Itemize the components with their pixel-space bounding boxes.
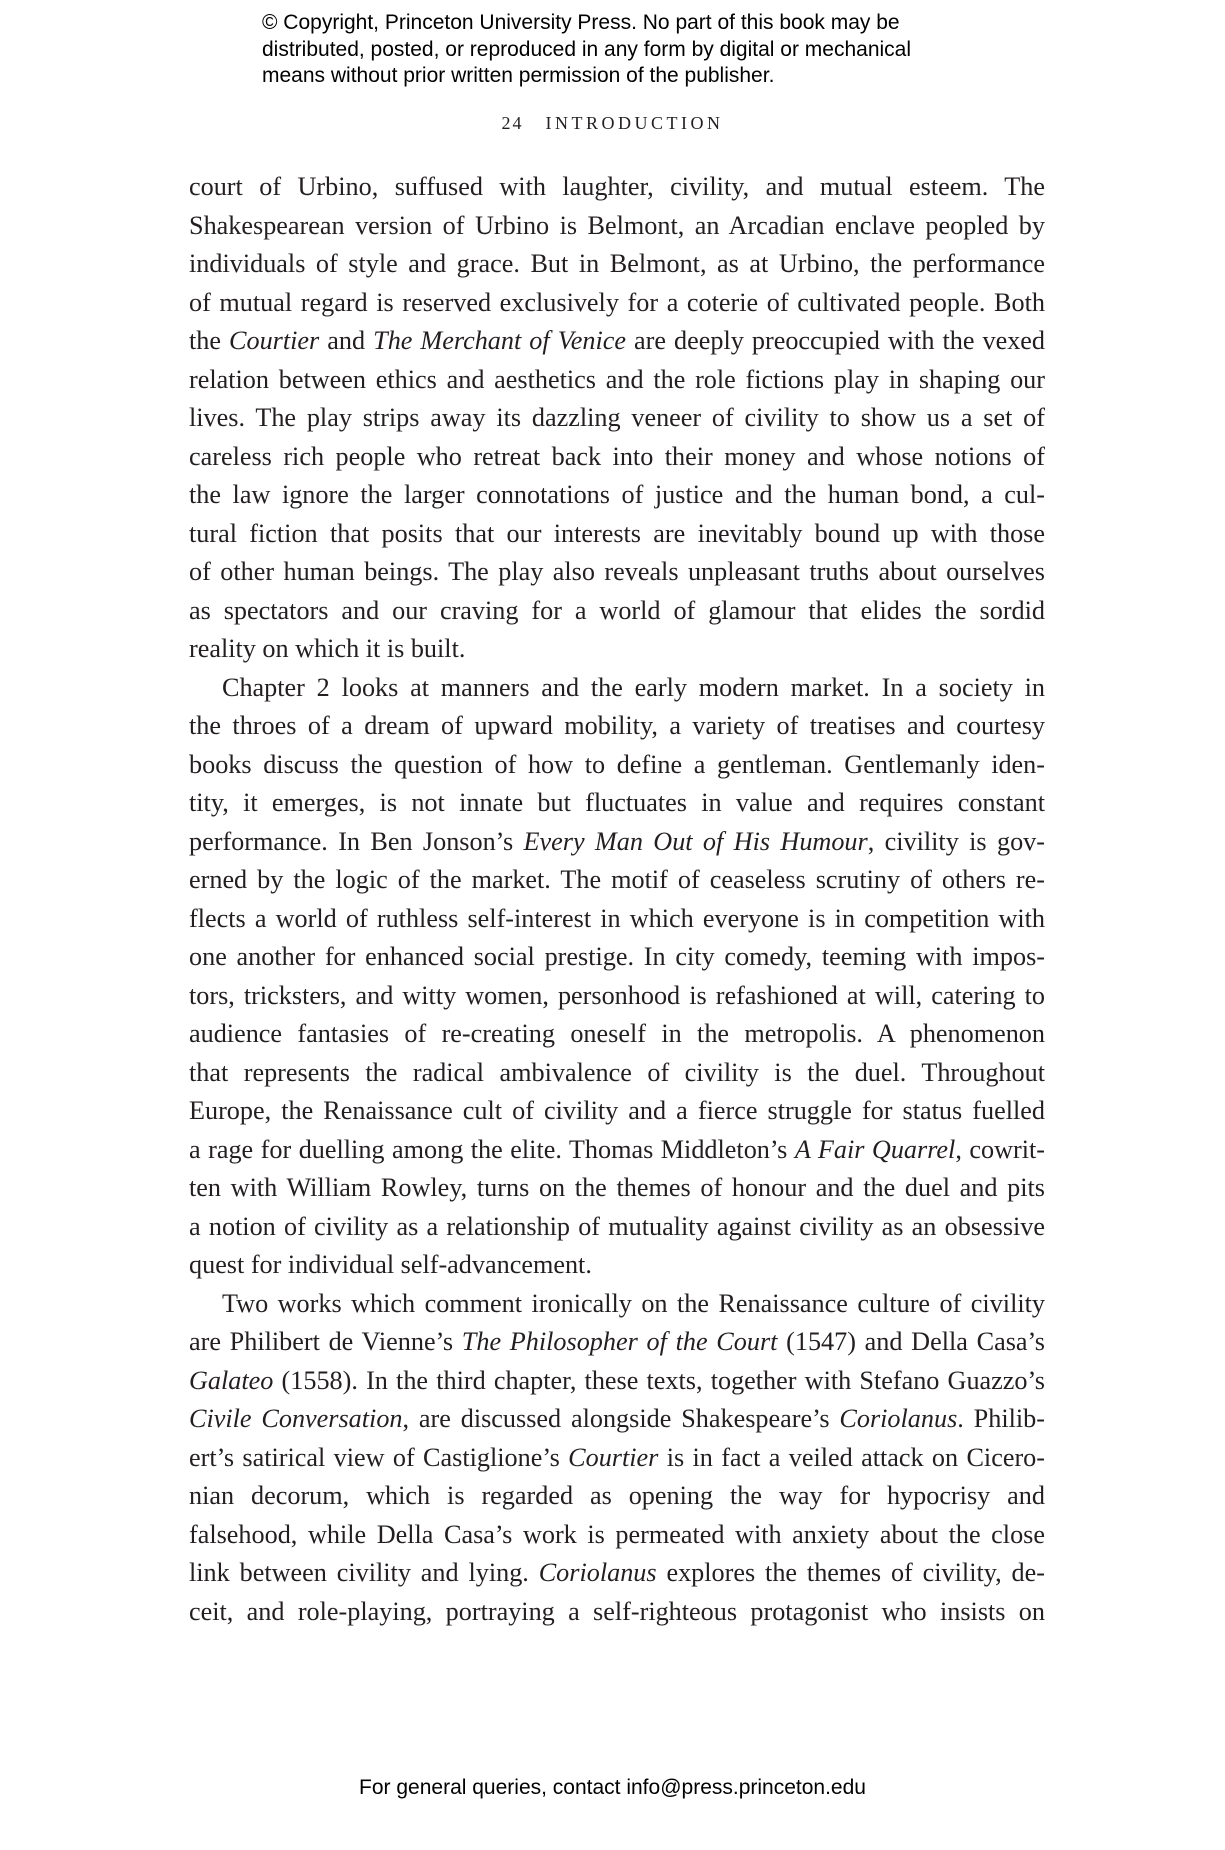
text-line: tity, it emerges, is not innate but fluctuates in value and requires constant — [189, 788, 1045, 817]
text-line — [189, 1554, 1045, 1593]
text-line: Europe, the Renaissance cult of civility and a fierce struggle for status fuelled — [189, 1096, 1045, 1125]
italic-title: The Merchant of Venice — [373, 326, 627, 355]
italic-title: Galateo — [189, 1365, 274, 1395]
text-run: are deeply preoccupied with the vexed — [626, 326, 1046, 355]
text-line: relation between ethics and aesthetics and the role fictions play in shaping our — [189, 364, 1045, 394]
text-run: the — [189, 326, 230, 355]
text-run: , civility is gov- — [867, 826, 1045, 856]
text-line: court of Urbino, suffused with laughter, civility, and mutual esteem. The — [189, 172, 1045, 201]
text-run: is in fact a veiled attack on Cicero- — [658, 1442, 1045, 1472]
text-line — [189, 1400, 1045, 1439]
text-line: nian decorum, which is regarded as opening the way for hypocrisy and — [189, 1481, 1045, 1510]
text-line — [189, 1362, 1045, 1401]
text-line: tors, tricksters, and witty women, personhood is refashioned at will, catering to — [189, 980, 1045, 1010]
paragraph-1 — [189, 168, 1045, 669]
text-line: flects a world of ruthless self-interest in which everyone is in competition with — [189, 903, 1045, 933]
running-head — [0, 113, 1225, 134]
text-line: ceit, and role-playing, portraying a self-righteous protagonist who insists on — [189, 1596, 1045, 1626]
text-line: careless rich people who retreat back into their money and whose notions of — [189, 441, 1045, 471]
text-line — [189, 1439, 1045, 1478]
text-line: of other human beings. The play also reveals unpleasant truths about ourselves — [189, 557, 1045, 586]
text-line: audience fantasies of re-creating oneself in the metropolis. A phenomenon — [189, 1019, 1045, 1048]
body-text — [189, 168, 1045, 1631]
text-line: a notion of civility as a relationship of mutuality against civility as an obsessive — [189, 1211, 1045, 1241]
text-run: . Philib- — [957, 1404, 1045, 1433]
text-line: lives. The play strips away its dazzling veneer of civility to show us a set of — [189, 403, 1045, 432]
text-line: books discuss the question of how to define a gentleman. Gentlemanly iden- — [189, 749, 1045, 779]
text-line — [189, 1323, 1045, 1362]
italic-title: Courtier — [229, 326, 320, 355]
italic-title: Courtier — [568, 1442, 659, 1472]
text-line: quest for individual self-advancement. — [189, 1250, 592, 1279]
text-line: ten with William Rowley, turns on the themes of honour and the duel and pits — [189, 1173, 1045, 1202]
text-run: performance. In Ben Jonson’s — [189, 826, 524, 856]
italic-title: Every Man Out of His Humour — [523, 826, 868, 856]
italic-title: Coriolanus — [538, 1558, 657, 1587]
text-line: Shakespearean version of Urbino is Belmont, an Arcadian enclave peopled by — [189, 210, 1045, 240]
text-line: the throes of a dream of upward mobility, a variety of treatises and courtesy — [189, 711, 1045, 740]
text-run: (1558). In the third chapter, these texts, together with Stefano Guazzo’s — [273, 1365, 1045, 1395]
paragraph-2 — [189, 669, 1045, 1285]
text-line: Chapter 2 looks at manners and the early modern market. In a society in — [222, 672, 1045, 702]
italic-title: The Philosopher of the Court — [461, 1327, 778, 1356]
text-line: falsehood, while Della Casa’s work is permeated with anxiety about the close — [189, 1519, 1045, 1549]
text-line: Two works which comment ironically on the Renaissance culture of civility — [222, 1288, 1045, 1318]
text-line: of mutual regard is reserved exclusively for a coterie of cultivated people. Both — [189, 287, 1045, 317]
text-line: as spectators and our craving for a world of glamour that elides the sordid — [189, 595, 1045, 625]
text-line: individuals of style and grace. But in Belmont, as at Urbino, the performance — [189, 249, 1045, 278]
text-run: are Philibert de Vienne’s — [189, 1327, 462, 1356]
italic-title: Coriolanus — [839, 1404, 958, 1433]
paragraph-3 — [189, 1285, 1045, 1632]
text-run: , are discussed alongside Shakespeare’s — [402, 1404, 840, 1433]
copyright-line: © Copyright, Princeton University Press. No part of this book may be — [262, 11, 900, 34]
text-run: explores the themes of civility, de- — [656, 1558, 1045, 1587]
text-line: the law ignore the larger connotations of justice and the human bond, a cul- — [189, 480, 1045, 509]
text-line: tural fiction that posits that our interests are inevitably bound up with those — [189, 518, 1045, 548]
text-line — [189, 1131, 1045, 1170]
text-line: that represents the radical ambivalence of civility is the duel. Throughout — [189, 1057, 1045, 1087]
text-line — [189, 823, 1045, 862]
text-run: (1547) and Della Casa’s — [777, 1327, 1045, 1356]
footer-contact: For general queries, contact info@press.princeton.edu — [359, 1776, 866, 1799]
text-run: , cowrit- — [955, 1134, 1046, 1164]
copyright-notice — [262, 10, 1022, 90]
copyright-line: distributed, posted, or reproduced in any form by digital or mechanical — [262, 37, 912, 61]
running-head-title: INTRODUCTION — [545, 113, 724, 133]
text-run: a rage for duelling among the elite. Thomas Middleton’s — [189, 1134, 795, 1164]
text-run: link between civility and lying. — [189, 1558, 539, 1587]
text-line: one another for enhanced social prestige. In city comedy, teeming with impos- — [189, 942, 1045, 971]
italic-title: Civile Conversation — [189, 1404, 403, 1433]
italic-title: A Fair Quarrel — [794, 1134, 956, 1164]
text-line — [189, 322, 1045, 361]
text-line: erned by the logic of the market. The motif of ceaseless scrutiny of others re- — [189, 865, 1045, 894]
page-number: 24 — [501, 113, 524, 133]
copyright-line: means without prior written permission of the publisher. — [262, 64, 775, 87]
text-run: ert’s satirical view of Castiglione’s — [189, 1442, 569, 1472]
text-line: reality on which it is built. — [189, 634, 466, 663]
text-run: and — [319, 326, 374, 355]
